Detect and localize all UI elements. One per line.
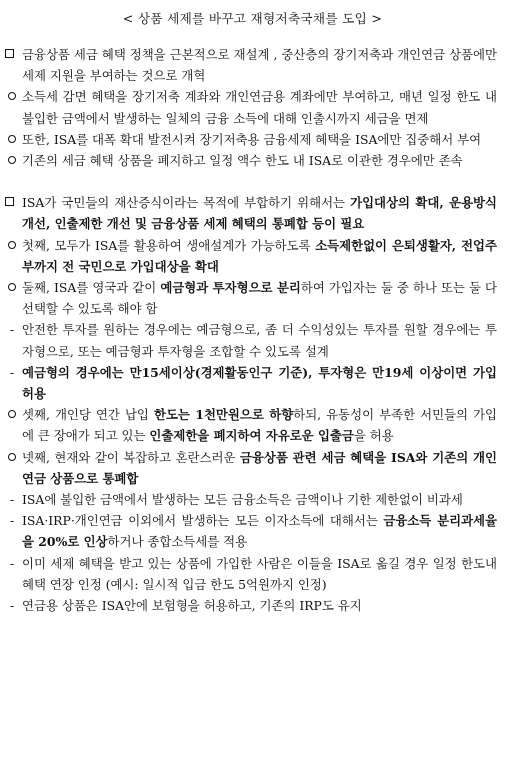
bullet-item <box>0 44 505 86</box>
bullet-item <box>0 319 505 361</box>
body-text: 둘째, ISA를 영국과 같이 <box>22 280 161 296</box>
body-text: ISA에 불입한 금액에서 발생하는 모든 금융소득은 금액이나 기한 제한없이 비과세 <box>22 492 463 508</box>
circle-bullet-icon <box>8 156 16 164</box>
bold-text: 인출제한을 폐지하여 자유로운 입출금 <box>149 428 354 444</box>
bullet-item <box>0 192 505 234</box>
bullet-item <box>0 362 505 404</box>
body-text: 하되, 유동성이 부족한 서민들의 가입에 큰 장애가 되고 있는 <box>22 407 498 444</box>
bold-text: 예금형과 투자형으로 분리 <box>160 280 301 296</box>
bullet-item <box>0 595 505 616</box>
circle-bullet-icon <box>8 410 16 418</box>
square-bullet-icon <box>5 49 14 58</box>
circle-bullet-icon <box>8 135 16 143</box>
bold-text: 금융소득 분리과세율을 20%로 인상 <box>22 513 497 550</box>
dash-bullet: - <box>10 598 15 614</box>
dash-bullet: - <box>10 492 15 508</box>
dash-bullet: - <box>10 555 15 571</box>
bold-text: 금융상품 관련 세금 혜택을 ISA와 기존의 개인연금 상품으로 통폐합 <box>22 449 497 486</box>
circle-bullet-icon <box>8 241 16 249</box>
bold-text: 소득제한없이 은퇴생활자, 전업주부까지 전 국민으로 가입대상을 확대 <box>22 237 497 274</box>
dash-bullet: - <box>10 513 15 529</box>
page-title: < 상품 세제를 바꾸고 재형저축국채를 도입 > <box>122 11 383 26</box>
body-text: 첫째, 모두가 ISA를 활용하여 생애설계가 가능하도록 <box>22 237 316 253</box>
square-bullet-icon <box>5 197 14 206</box>
body-text: ISA·IRP·개인연금 이외에서 발생하는 모든 이자소득에 대해서는 <box>22 513 384 529</box>
circle-bullet-icon <box>8 453 16 461</box>
body-text: 소득세 감면 혜택을 장기저축 계좌와 개인연금용 계좌에만 부여하고, 매년 일정 한도 내 불입한 금액에서 발생하는 일체의 금융 소득에 대해 인출시까지 세금을 면제 <box>22 89 497 126</box>
bold-text: 가입대상의 확대, 운용방식 개선, 인출제한 개선 및 금융상품 세제 혜택의 통폐합 등이 필요 <box>22 195 497 232</box>
bullet-item <box>0 447 505 489</box>
bullet-item <box>0 277 505 319</box>
bullet-item <box>0 404 505 446</box>
bullet-item <box>0 510 505 552</box>
body-text: 셋째, 개인당 연간 납입 <box>22 407 154 423</box>
body-text: 금융상품 세금 혜택 정책을 근본적으로 재설계 , 중산층의 장기저축과 개인연금 상품에만 세제 지원을 부여하는 것으로 개혁 <box>22 47 497 84</box>
bold-text: 한도는 1천만원으로 하향 <box>153 407 294 423</box>
body-text: 안전한 투자를 원하는 경우에는 예금형으로, 좀 더 수익성있는 투자를 원할 경우에는 투자형으로, 또는 예금형과 투자형을 조합할 수 있도록 설계 <box>22 322 497 359</box>
bold-text: 예금형의 경우에는 만15세이상(경제활동인구 기준), 투자형은 만19세 이상이면 가입 허용 <box>22 364 497 402</box>
section-spacer <box>0 171 505 192</box>
body-text: 이미 세제 혜택을 받고 있는 상품에 가입한 사람은 이들을 ISA로 옮길 경우 일정 한도내 혜택 연장 인정 (예시: 일시적 입금 한도 5억원까지 인정) <box>22 555 497 592</box>
body-text: 연금용 상품은 ISA안에 보험형을 허용하고, 기존의 IRP도 유지 <box>22 598 362 614</box>
bullet-item <box>0 129 505 150</box>
body-text: 기존의 세금 혜택 상품을 폐지하고 일정 액수 한도 내 ISA로 이관한 경우에만 존속 <box>22 153 463 169</box>
bullet-item <box>0 235 505 277</box>
dash-bullet: - <box>10 322 15 338</box>
body-text: ISA가 국민들의 재산증식이라는 목적에 부합하기 위해서는 <box>22 195 351 211</box>
bullet-item <box>0 150 505 171</box>
bullet-item <box>0 489 505 510</box>
dash-bullet: - <box>10 364 15 380</box>
document-body <box>0 44 505 616</box>
bullet-item <box>0 553 505 595</box>
body-text: 또한, ISA를 대폭 확대 발전시켜 장기저축용 금융세제 혜택을 ISA에만 집중해서 부여 <box>22 131 482 147</box>
circle-bullet-icon <box>8 283 16 291</box>
body-text: 넷째, 현재와 같이 복잡하고 혼란스러운 <box>22 449 240 465</box>
body-text: 하여 가입자는 둘 중 하나 또는 둘 다 선택할 수 있도록 해야 함 <box>22 280 497 317</box>
body-text: 하거나 종합소득세를 적용 <box>107 534 248 550</box>
circle-bullet-icon <box>8 92 16 100</box>
body-text: 을 허용 <box>353 428 394 444</box>
bullet-item <box>0 86 505 128</box>
